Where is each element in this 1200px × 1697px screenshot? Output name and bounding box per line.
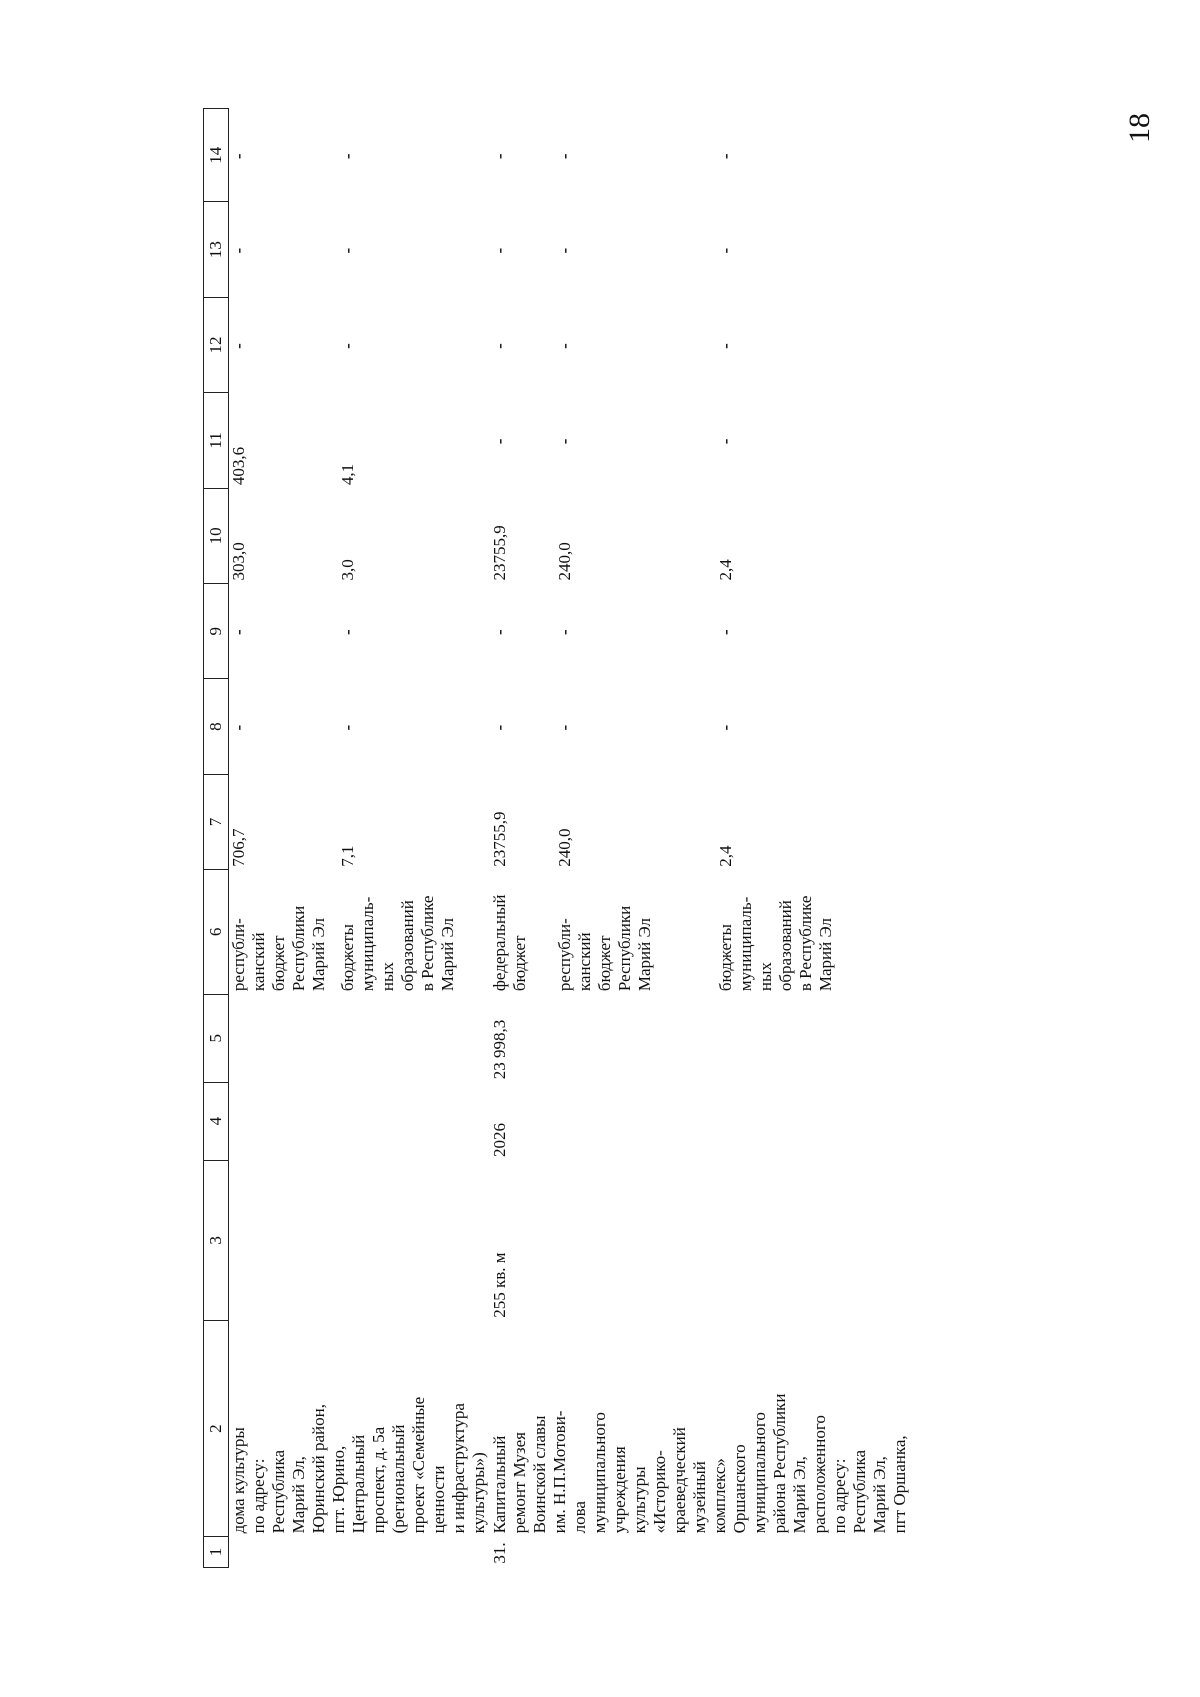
funding-source-line: Марий Эл — [634, 918, 654, 992]
value-cell-9: - — [554, 629, 574, 636]
header-cell-6: 6 — [204, 870, 229, 994]
funding-source-line: образований — [776, 900, 796, 992]
funding-source-line: бюджет — [510, 935, 529, 992]
page-number: 18 — [1123, 113, 1156, 143]
header-cell-10: 10 — [204, 488, 229, 583]
value-cell-13: - — [338, 247, 357, 254]
value-cell-8: - — [554, 724, 574, 731]
description-line: им. Н.П.Мотови- — [550, 1410, 569, 1534]
value-cell-10: 3,0 — [338, 559, 357, 581]
value-cell-13: - — [554, 247, 574, 254]
header-cell-1: 1 — [204, 1536, 229, 1567]
funding-source-line: бюджет — [269, 935, 288, 992]
header-cell-14: 14 — [204, 109, 229, 202]
value-cell-14: - — [338, 153, 357, 160]
description-line: музейный — [690, 1461, 709, 1534]
description-line: муниципального — [750, 1412, 769, 1534]
funding-source — [555, 870, 717, 994]
value-cell-7: 23755,9 — [490, 811, 509, 867]
funding-source — [229, 870, 330, 994]
value-cell-12: - — [716, 343, 736, 349]
value-cell-14: - — [554, 153, 574, 160]
header-cell-3: 3 — [204, 1160, 229, 1321]
description-line: Марий Эл, — [790, 1456, 809, 1534]
funding-source-line: ных — [378, 962, 397, 992]
header-row — [204, 109, 229, 1568]
value-cell-11: 4,1 — [338, 463, 357, 486]
funding-source-line: канский — [574, 932, 594, 992]
description-line: Республика — [269, 1449, 288, 1534]
description-line: Воинской славы — [530, 1415, 549, 1534]
value-cell-7: 240,0 — [554, 828, 574, 867]
description-line: Оршанского — [730, 1444, 749, 1534]
funding-source-line: муниципаль- — [736, 896, 756, 992]
description-line: района Республики — [770, 1393, 789, 1534]
value-cell-7: 7,1 — [338, 845, 357, 867]
funding-source-line: республи- — [554, 918, 574, 992]
funding-source-line: бюджеты — [716, 924, 736, 992]
value-cell-9: - — [716, 629, 736, 636]
description-line: пгт. Юрино, — [329, 1445, 348, 1534]
capacity-cell: 255 кв. м — [490, 1252, 509, 1318]
value-cell-11: 403,6 — [229, 446, 248, 486]
description-line: Марий Эл, — [289, 1456, 308, 1534]
description-line: дома культуры — [229, 1427, 248, 1534]
value-cell-10: 240,0 — [554, 542, 574, 581]
value-cell-12: - — [554, 343, 574, 349]
value-cell-11: - — [716, 438, 736, 445]
table-row — [229, 109, 330, 1568]
funding-source-line: в Республике — [796, 895, 816, 992]
description-line: культуры») — [469, 1452, 488, 1534]
value-cell-10: 303,0 — [229, 542, 248, 581]
year-cell: 2026 — [490, 1123, 509, 1158]
funding-source-line: в Республике — [418, 895, 437, 992]
funding-source-line: Марий Эл — [309, 918, 328, 992]
description-line: комплекс» — [710, 1458, 729, 1534]
object-description — [490, 1321, 910, 1537]
description-line: расположенного — [810, 1415, 829, 1534]
funding-source-line: Марий Эл — [438, 918, 457, 992]
value-cell-13: - — [490, 247, 509, 254]
table-row — [490, 109, 555, 1568]
header-cell-5: 5 — [204, 994, 229, 1082]
value-cell-14: - — [229, 153, 248, 160]
description-line: Центральный — [349, 1434, 368, 1534]
description-line: пгт Оршанка, — [890, 1435, 909, 1534]
value-cell-14: - — [490, 153, 509, 160]
value-cell-14: - — [716, 153, 736, 160]
funding-source — [329, 870, 490, 994]
description-line: проспект, д. 5а — [369, 1426, 388, 1534]
funding-source-line: ных — [756, 962, 776, 992]
value-cell-8: - — [716, 724, 736, 731]
value-cell-12: - — [229, 343, 248, 349]
header-cell-7: 7 — [204, 774, 229, 869]
funding-source-line: бюджеты — [338, 924, 357, 992]
header-cell-11: 11 — [204, 393, 229, 488]
funding-source — [490, 870, 555, 994]
description-line: Республика — [850, 1449, 869, 1534]
funding-source-line: образований — [398, 900, 417, 992]
description-line: лова — [570, 1501, 589, 1534]
description-line: муниципального — [590, 1412, 609, 1534]
funding-source-line: Республики — [614, 905, 634, 992]
funding-source-line: муниципаль- — [358, 896, 377, 992]
funding-source-line: республи- — [229, 918, 248, 992]
value-cell-7: 2,4 — [716, 845, 736, 867]
value-cell-10: 23755,9 — [490, 525, 509, 581]
header-cell-13: 13 — [204, 202, 229, 297]
funding-source-line: бюджет — [594, 935, 614, 992]
description-line: «Историко- — [650, 1450, 669, 1534]
value-cell-9: - — [338, 629, 357, 636]
value-cell-13: - — [229, 247, 248, 254]
value-cell-8: - — [490, 724, 509, 731]
funding-source-line: Республики — [289, 905, 308, 992]
description-line: ценности — [429, 1465, 448, 1534]
year-cell — [229, 1082, 491, 1160]
funding-source — [716, 870, 910, 994]
value-cell-13: - — [716, 247, 736, 254]
description-line: и инфраструктура — [449, 1403, 468, 1534]
budget-table — [203, 108, 910, 1568]
total-cost-cell: 23 998,3 — [490, 1019, 509, 1080]
capacity-cell — [229, 1160, 491, 1321]
header-cell-4: 4 — [204, 1082, 229, 1160]
object-description — [229, 1321, 491, 1537]
header-cell-8: 8 — [204, 679, 229, 774]
header-cell-9: 9 — [204, 584, 229, 679]
funding-source-line: Марий Эл — [816, 918, 836, 992]
description-line: Юринский район, — [309, 1403, 328, 1534]
header-cell-2: 2 — [204, 1321, 229, 1537]
description-line: культуры — [630, 1466, 649, 1534]
description-line: краеведческий — [670, 1427, 689, 1534]
value-cell-8: - — [338, 724, 357, 731]
header-cell-12: 12 — [204, 297, 229, 392]
description-line: Капитальный — [490, 1435, 509, 1534]
description-line: (региональный — [389, 1424, 408, 1534]
total-cost-cell — [229, 994, 491, 1082]
description-line: учреждения — [610, 1446, 629, 1534]
description-line: по адресу: — [249, 1458, 268, 1534]
funding-source-line: канский — [249, 932, 268, 992]
value-cell-10: 2,4 — [716, 559, 736, 581]
value-cell-7: 706,7 — [229, 828, 248, 867]
rotated-table-container — [203, 108, 999, 1568]
value-cell-9: - — [490, 629, 509, 636]
row-number: 31. — [490, 1542, 509, 1564]
description-line: ремонт Музея — [510, 1432, 529, 1534]
value-cell-8: - — [229, 724, 248, 731]
value-cell-9: - — [229, 629, 248, 636]
row-number — [229, 1536, 491, 1567]
value-cell-12: - — [338, 343, 357, 349]
description-line: проект «Семейные — [409, 1396, 428, 1534]
description-line: Марий Эл, — [870, 1456, 889, 1534]
value-cell-11: - — [490, 438, 509, 445]
description-line: по адресу: — [830, 1458, 849, 1534]
value-cell-11: - — [554, 438, 574, 445]
funding-source-line: федеральный — [490, 894, 509, 992]
value-cell-12: - — [490, 343, 509, 349]
